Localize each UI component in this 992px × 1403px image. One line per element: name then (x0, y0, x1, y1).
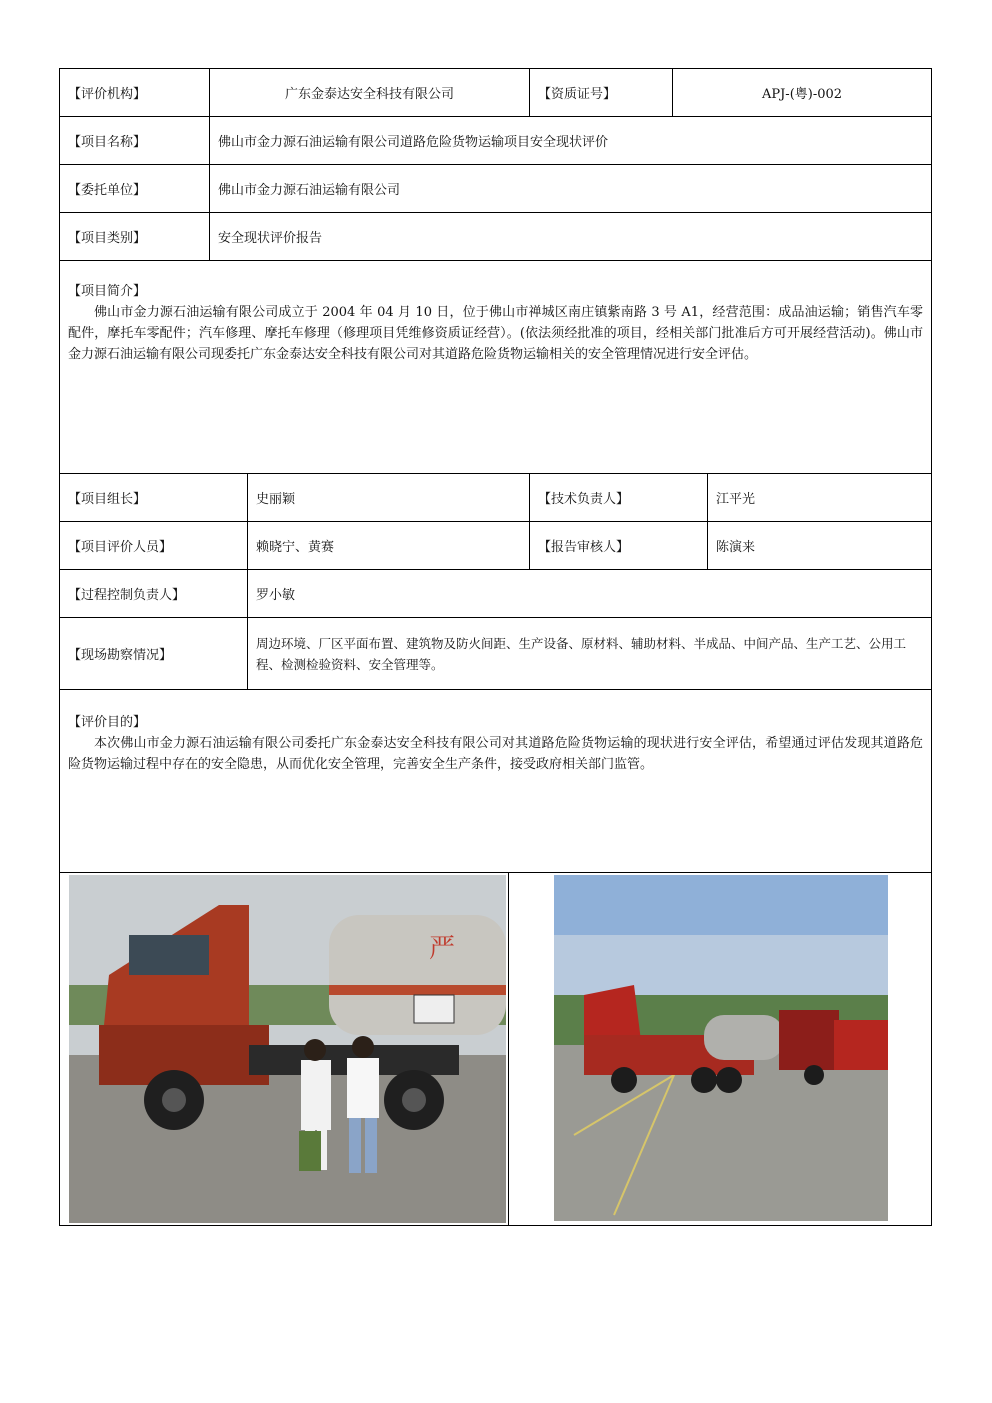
intro-block (60, 261, 931, 473)
photo-cell-left (60, 873, 508, 1225)
reviewer-label: 【报告审核人】 (529, 522, 707, 569)
leader-value: 史丽颖 (247, 474, 529, 521)
site-photo-fleet (554, 875, 888, 1221)
client-label: 【委托单位】 (68, 183, 147, 198)
org-row (59, 68, 932, 116)
process-value: 罗小敏 (247, 570, 931, 617)
purpose-block (60, 690, 931, 872)
intro-text: 佛山市金力源石油运输有限公司成立于 2004 年 04 月 10 日，位于佛山市禅城区南庄镇紫南路 3 号 A1，经营范围：成品油运输；销售汽车零配件，摩托车零配件；汽车修理、摩托车修理（修理项目凭维修资质证经营）。(依法须经批准的项目，经相关部门批准后方可开展经营活动)。佛山市金力源石油运输有限公司现委托广东金泰达安全科技有限公司对其道路危险货物运输相关的安全管理情况进行安全评估。 (68, 305, 923, 362)
project-name-value: 佛山市金力源石油运输有限公司道路危险货物运输项目安全现状评价 (209, 117, 931, 164)
photo-row (59, 872, 932, 1226)
purpose-label: 【评价目的】 (68, 715, 147, 730)
intro-row (59, 260, 932, 473)
intro-label: 【项目简介】 (68, 284, 147, 299)
org-label: 【评价机构】 (68, 87, 147, 102)
leader-row (59, 473, 932, 521)
process-label: 【过程控制负责人】 (68, 588, 186, 603)
project-name-row (59, 116, 932, 164)
photo-cell-right (508, 873, 931, 1225)
evaluators-label: 【项目评价人员】 (68, 540, 173, 555)
evaluation-info-table (59, 68, 932, 1226)
evaluators-row (59, 521, 932, 569)
tech-value: 江平光 (707, 474, 931, 521)
tech-label: 【技术负责人】 (529, 474, 707, 521)
evaluators-value: 赖晓宁、黄赛 (247, 522, 529, 569)
process-row (59, 569, 932, 617)
survey-value: 周边环境、厂区平面布置、建筑物及防火间距、生产设备、原材料、辅助材料、半成品、中间产品、生产工艺、公用工程、检测检验资料、安全管理等。 (247, 618, 931, 689)
purpose-row (59, 689, 932, 872)
survey-label: 【现场勘察情况】 (68, 648, 173, 663)
survey-row (59, 617, 932, 689)
org-value: 广东金泰达安全科技有限公司 (209, 69, 529, 116)
category-row (59, 212, 932, 260)
cert-value: APJ-(粤)-002 (672, 69, 931, 116)
truck-with-inspectors-image (69, 875, 506, 1223)
purpose-text: 本次佛山市金力源石油运输有限公司委托广东金泰达安全科技有限公司对其道路危险货物运输的现状进行安全评估，希望通过评估发现其道路危险货物运输过程中存在的安全隐患，从而优化安全管理，完善安全生产条件，接受政府相关部门监管。 (68, 736, 923, 772)
client-value: 佛山市金力源石油运输有限公司 (209, 165, 931, 212)
category-label: 【项目类别】 (68, 231, 147, 246)
tanker-marking-text: 严 (429, 934, 456, 964)
site-photo-inspectors (69, 875, 506, 1223)
leader-label: 【项目组长】 (68, 492, 147, 507)
project-name-label: 【项目名称】 (68, 135, 147, 150)
reviewer-value: 陈演来 (707, 522, 931, 569)
cert-label: 【资质证号】 (529, 69, 672, 116)
category-value: 安全现状评价报告 (209, 213, 931, 260)
parked-trucks-image (554, 875, 888, 1221)
client-row (59, 164, 932, 212)
